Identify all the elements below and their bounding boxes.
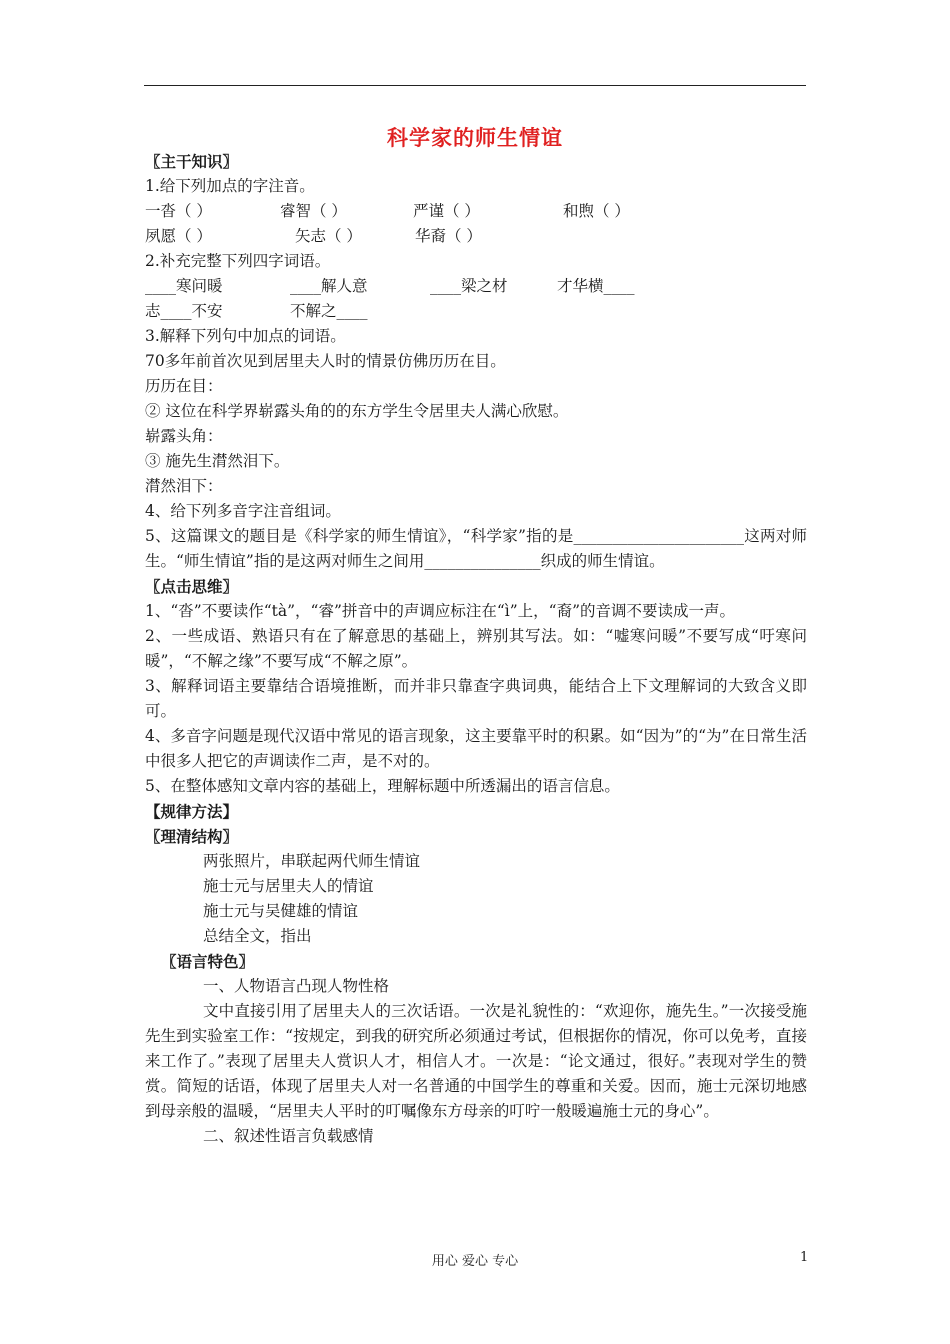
pinyin-item: 一沓（ ） — [145, 202, 212, 220]
section-heading-structure: 〖理清结构〗 — [145, 827, 239, 846]
pinyin-item: 和煦（ ） — [563, 202, 630, 220]
section-heading-language-features: 〖语言特色〗 — [161, 952, 255, 971]
tip-5: 5、在整体感知文章内容的基础上，理解标题中所透漏出的语言信息。 — [145, 777, 620, 795]
structure-item: 两张照片，串联起两代师生情谊 — [203, 852, 421, 870]
structure-item: 施士元与吴健雄的情谊 — [203, 902, 359, 920]
question-2: 2.补充完整下列四字词语。 — [145, 252, 331, 270]
question-5: 5、这篇课文的题目是《科学家的师生情谊》，“科学家”指的是______________________这两对师生。“师生情谊”指的是这两对师生之间用_______________织成的师生情谊。 — [145, 527, 807, 570]
question-3-sentence-1: 70多年前首次见到居里夫人时的情景仿佛历历在目。 — [145, 352, 506, 370]
section-heading-methods: 【规律方法】 — [145, 802, 239, 821]
idiom-item: 志____不安 — [145, 302, 223, 320]
structure-item: 施士元与居里夫人的情谊 — [203, 877, 374, 895]
tip-2: 2、一些成语、熟语只有在了解意思的基础上，辨别其写法。如：“嘘寒问暖”不要写成“吁寒问暖”，“不解之缘”不要写成“不解之原”。 — [145, 627, 807, 670]
idiom-item: 才华横____ — [557, 277, 635, 295]
pinyin-item: 矢志（ ） — [295, 227, 362, 245]
question-3-sentence-3: ③ 施先生潸然泪下。 — [145, 452, 290, 470]
tip-3: 3、解释词语主要靠结合语境推断，而并非只靠查字典词典，能结合上下文理解词的大致含义即可。 — [145, 677, 807, 720]
pinyin-item: 睿智（ ） — [280, 202, 347, 220]
tip-4: 4、多音字问题是现代汉语中常见的语言现象，这主要靠平时的积累。如“因为”的“为”在日常生活中很多人把它的声调读作二声，是不对的。 — [145, 727, 807, 770]
idiom-item: ____解人意 — [290, 277, 368, 295]
language-point-2-title: 二、叙述性语言负载感情 — [203, 1127, 374, 1145]
document-body — [145, 149, 807, 1149]
tip-1: 1、“沓”不要读作“tà”，“睿”拼音中的声调应标注在“ì”上，“裔”的音调不要读成一声。 — [145, 602, 736, 620]
pinyin-item: 严谨（ ） — [413, 202, 480, 220]
section-heading-core-knowledge: 〖主干知识〗 — [145, 152, 239, 171]
question-4: 4、给下列多音字注音组词。 — [145, 502, 341, 520]
pinyin-item: 华裔（ ） — [415, 227, 482, 245]
question-3-label-2: 崭露头角： — [145, 427, 223, 445]
question-3-sentence-2: ② 这位在科学界崭露头角的的东方学生令居里夫人满心欣慰。 — [145, 402, 569, 420]
question-3: 3.解释下列句中加点的词语。 — [145, 327, 346, 345]
idiom-item: ____寒问暖 — [145, 277, 223, 295]
page-number: 1 — [800, 1250, 809, 1265]
pinyin-item: 夙愿（ ） — [145, 227, 212, 245]
question-1-items-row2 — [145, 224, 807, 249]
question-3-label-1: 历历在目： — [145, 377, 223, 395]
language-point-1-title: 一、人物语言凸现人物性格 — [203, 977, 390, 995]
idiom-item: ____梁之材 — [430, 277, 508, 295]
section-heading-thinking-tips: 〖点击思维〗 — [145, 577, 239, 596]
question-1: 1.给下列加点的字注音。 — [145, 177, 315, 195]
language-point-1-body: 文中直接引用了居里夫人的三次话语。一次是礼貌性的：“欢迎你，施先生。”一次接受施先生到实验室工作：“按规定，到我的研究所必须通过考试，但根据你的情况，你可以免考，直接来工作了。”表现了居里夫人赏识人才，相信人才。一次是：“论文通过，很好。”表现对学生的赞赏。简短的话语，体现了居里夫人对一名普通的中国学生的尊重和关爱。因而，施士元深切地感到母亲般的温暖，“居里夫人平时的叮嘱像东方母亲的叮咛一般暖遍施士元的身心”。 — [145, 1002, 807, 1120]
document-title: 科学家的师生情谊 — [387, 125, 563, 150]
question-1-items-row1 — [145, 199, 807, 224]
idiom-item: 不解之____ — [290, 302, 368, 320]
question-2-items-row2 — [145, 299, 807, 324]
question-2-items-row1 — [145, 274, 807, 299]
structure-item: 总结全文，指出 — [203, 927, 312, 945]
footer-motto: 用心 爱心 专心 — [431, 1254, 519, 1269]
header-rule — [144, 85, 806, 86]
question-3-label-3: 潸然泪下： — [145, 477, 223, 495]
